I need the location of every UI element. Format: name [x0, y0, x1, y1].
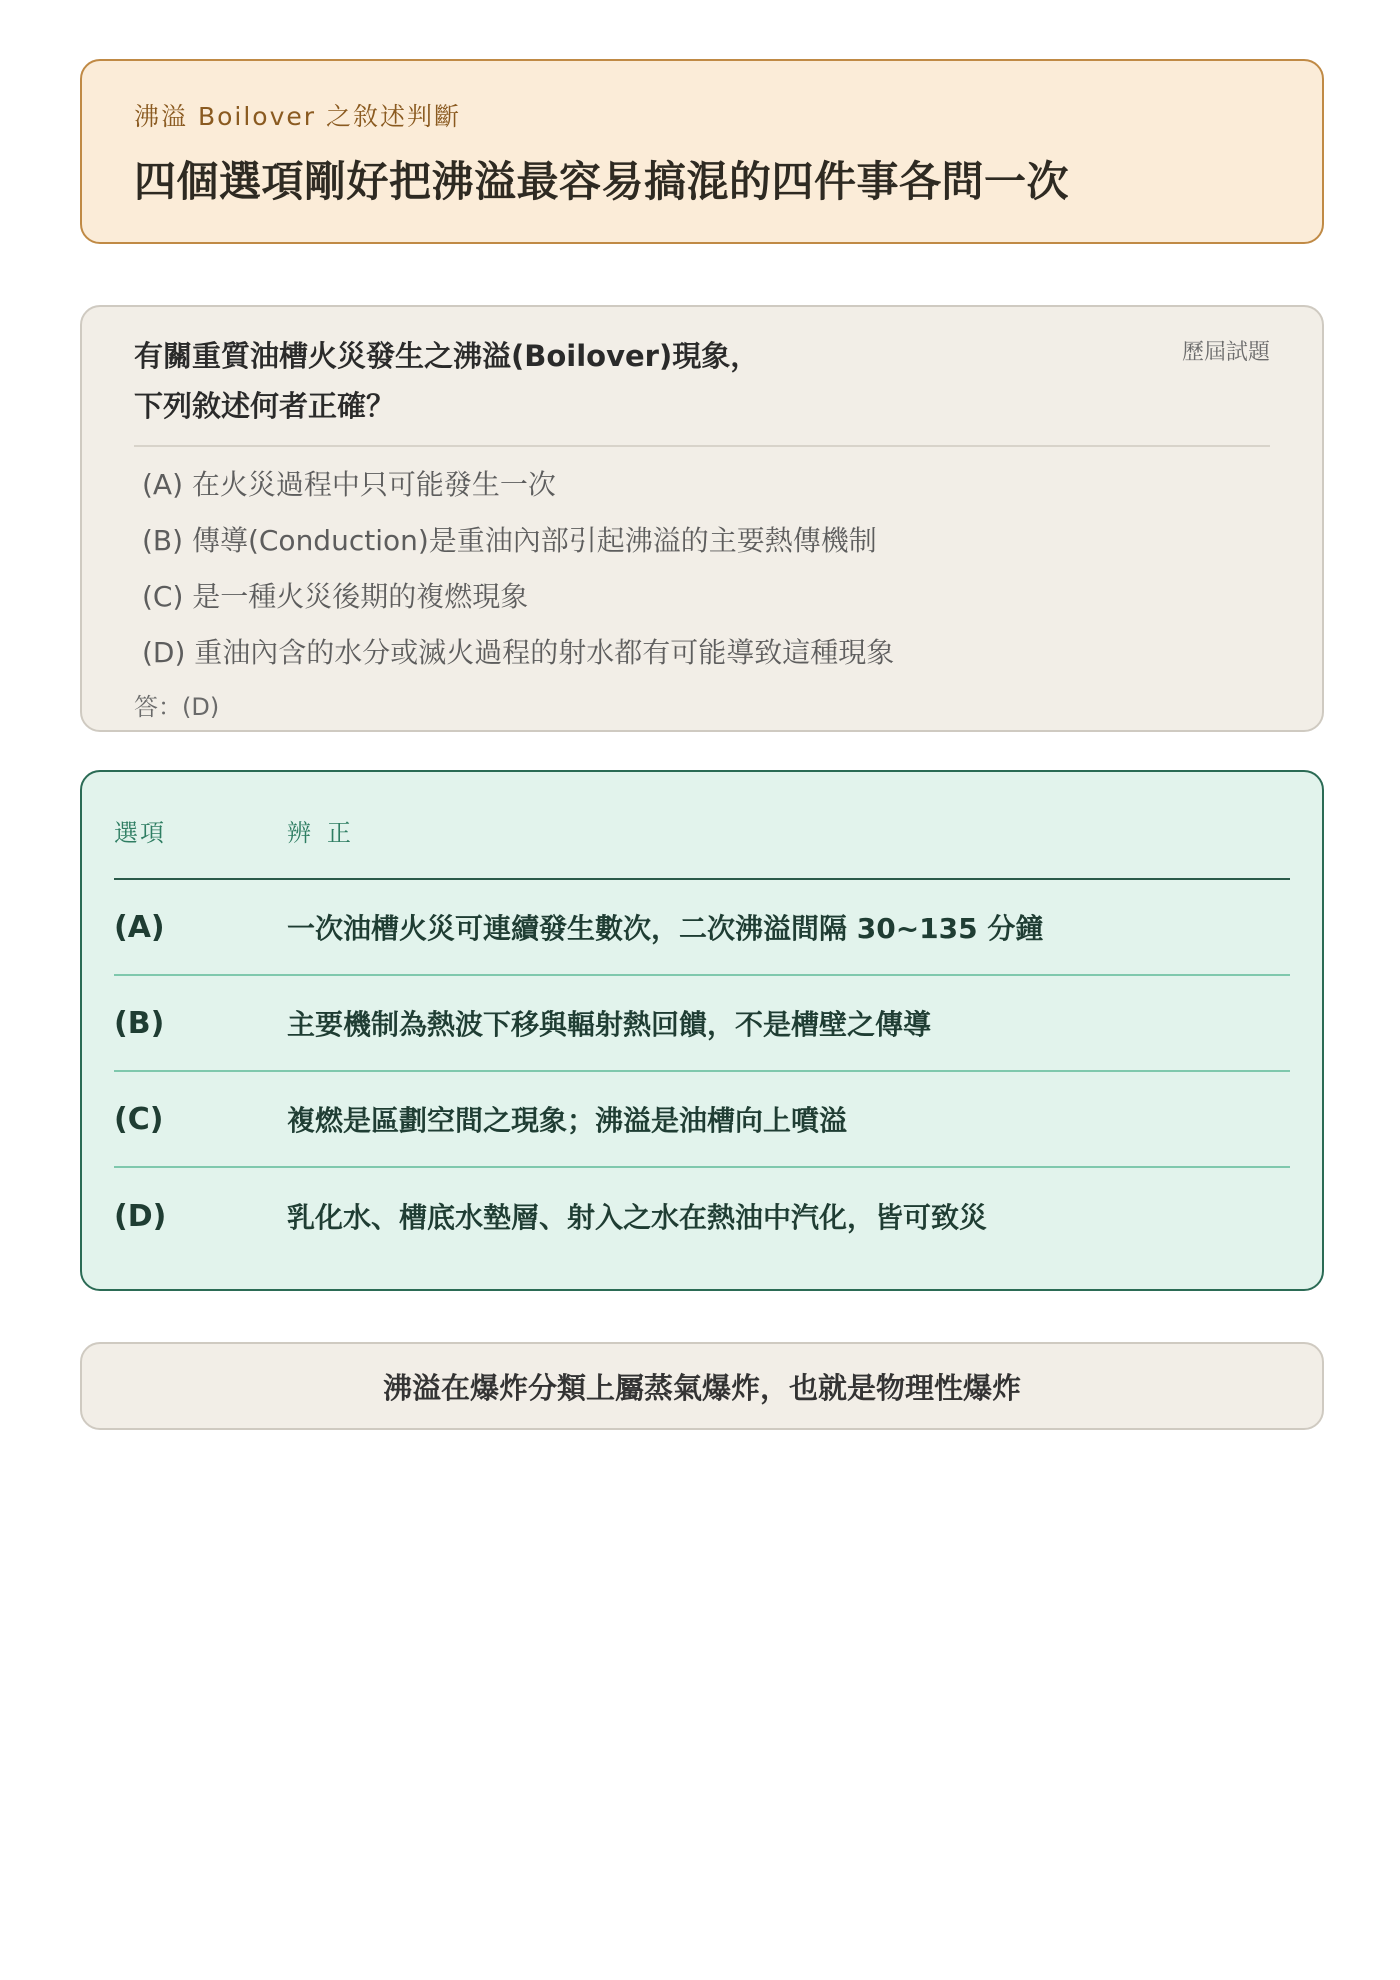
table-row — [114, 1072, 1290, 1168]
header-option-label: 選項 — [114, 818, 166, 847]
question-card — [80, 305, 1324, 732]
summary-note-text: 沸溢在爆炸分類上屬蒸氣爆炸，也就是物理性爆炸 — [382, 1370, 1021, 1405]
header-card — [80, 59, 1324, 244]
option-list — [134, 457, 1270, 681]
analysis-table — [80, 770, 1324, 1291]
analysis-table-header — [114, 800, 1290, 880]
row-option-d: (D) — [114, 1198, 167, 1234]
option-d: (D) 重油內含的水分或滅火過程的射水都有可能導致這種現象 — [142, 636, 895, 669]
row-detail-a: 一次油槽火災可連續發生數次，二次沸溢間隔 30~135 分鐘 — [287, 912, 1044, 945]
summary-note — [80, 1342, 1324, 1430]
question-line-1: 有關重質油槽火災發生之沸溢(Boilover)現象， — [134, 339, 760, 373]
question-line-2: 下列敘述何者正確？ — [134, 389, 396, 423]
row-detail-c: 複燃是區劃空間之現象；沸溢是油槽向上噴溢 — [287, 1104, 848, 1137]
row-option-a: (A) — [114, 909, 165, 945]
question-text — [134, 331, 759, 431]
page-title: 四個選項剛好把沸溢最容易搞混的四件事各問一次 — [134, 157, 1070, 206]
row-detail-b: 主要機制為熱波下移與輻射熱回饋，不是槽壁之傳導 — [287, 1008, 932, 1041]
option-a: (A) 在火災過程中只可能發生一次 — [142, 468, 556, 501]
option-c: (C) 是一種火災後期的複燃現象 — [142, 580, 529, 613]
table-row — [114, 880, 1290, 976]
question-head — [134, 331, 1270, 447]
answer-line: 答：(D) — [134, 693, 220, 721]
option-b: (B) 傳導(Conduction)是重油內部引起沸溢的主要熱傳機制 — [142, 524, 877, 557]
topic-kicker: 沸溢 Boilover 之敘述判斷 — [134, 102, 461, 131]
past-exam-tag: 歷屆試題 — [1181, 340, 1270, 365]
row-option-b: (B) — [114, 1005, 165, 1041]
table-row — [114, 1168, 1290, 1264]
row-detail-d: 乳化水、槽底水墊層、射入之水在熱油中汽化，皆可致災 — [287, 1201, 988, 1234]
row-option-c: (C) — [114, 1101, 164, 1137]
header-detail-label: 辨正 — [287, 818, 367, 847]
table-row — [114, 976, 1290, 1072]
